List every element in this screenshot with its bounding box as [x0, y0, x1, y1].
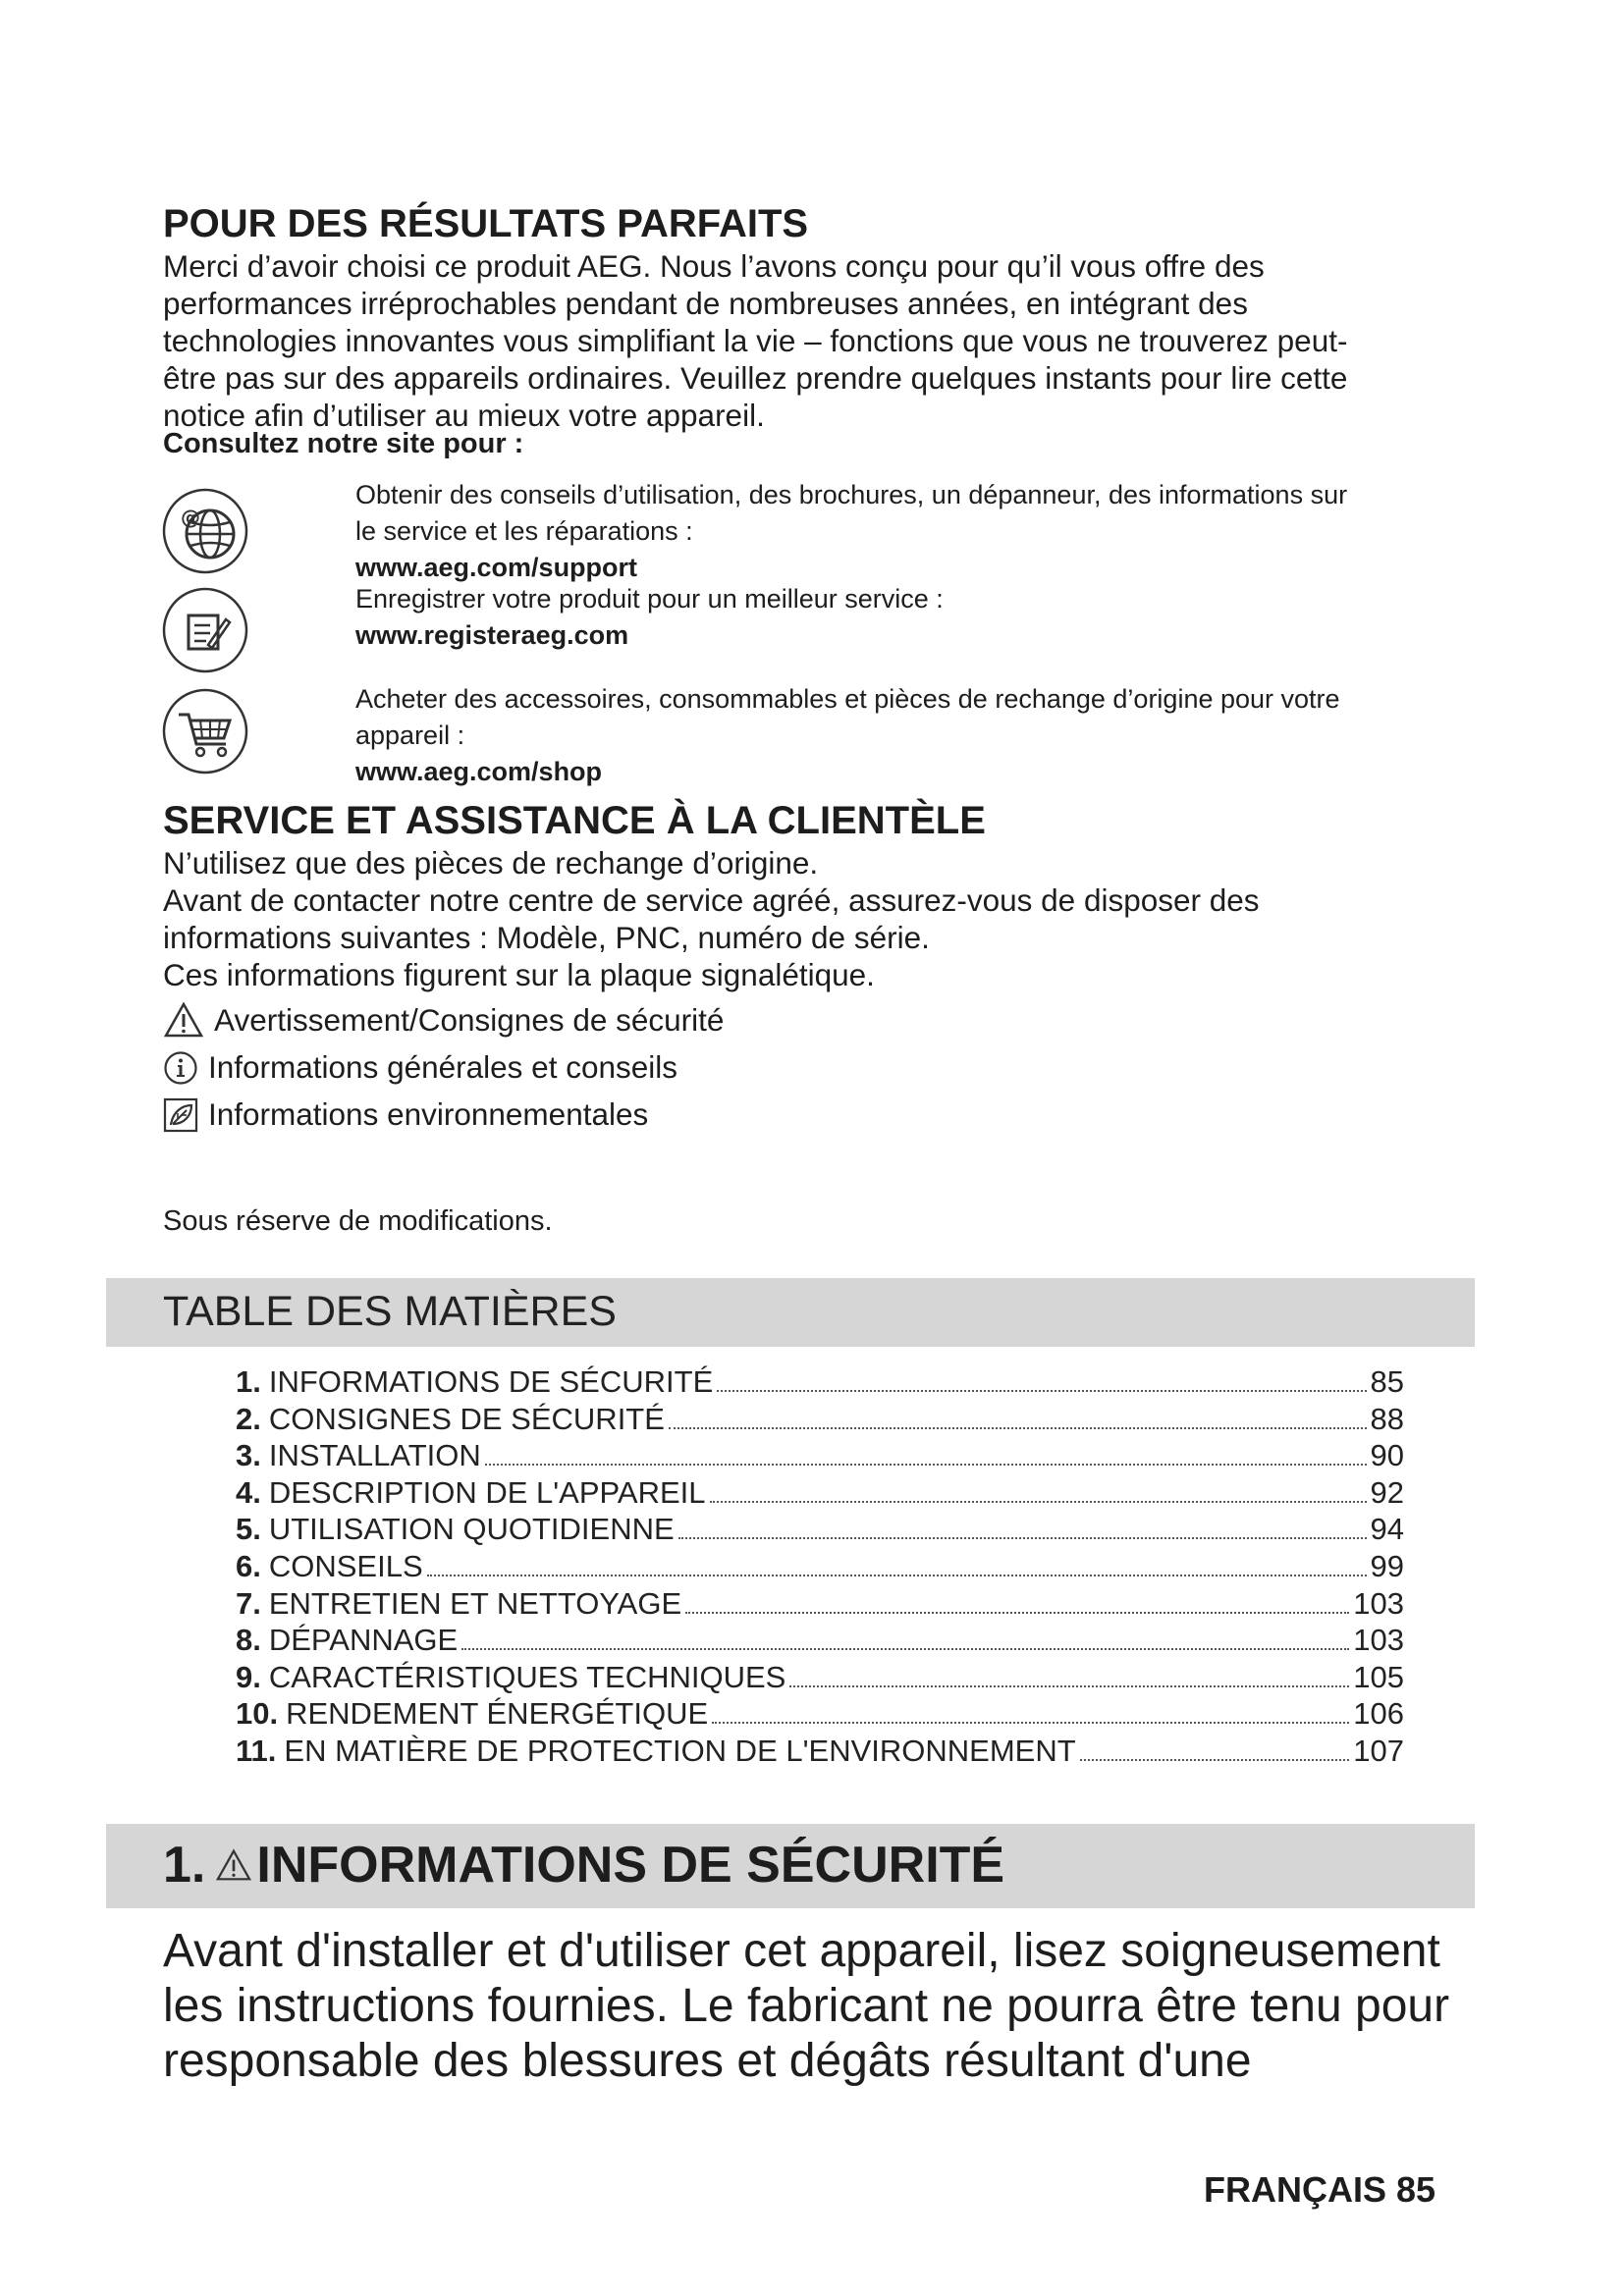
- toc-leader-dots: [710, 1501, 1367, 1503]
- support-link[interactable]: www.aeg.com/support: [355, 553, 638, 582]
- legend-environment: [163, 1096, 648, 1133]
- toc-item[interactable]: [236, 1586, 1404, 1624]
- intro-line: les instructions fournies. Le fabricant ne pourra être tenu pour: [163, 1980, 1450, 2032]
- legend-warning: [163, 1001, 724, 1039]
- toc-item-page: 105: [1353, 1659, 1404, 1694]
- toc-item[interactable]: [236, 1549, 1404, 1586]
- results-line: notice afin d’utiliser au mieux votre appareil.: [163, 398, 765, 433]
- toc-item-number: 8.: [236, 1623, 261, 1658]
- toc-leader-dots: [427, 1575, 1367, 1576]
- service-line: Avant de contacter notre centre de service agréé, assurez-vous de disposer des: [163, 882, 1260, 918]
- toc-item-label: DÉPANNAGE: [268, 1623, 459, 1658]
- service-paragraph: [163, 844, 1479, 993]
- site-item-text: Obtenir des conseils d’utilisation, des brochures, un dépanneur, des informations sur: [355, 480, 1348, 509]
- toc-list: [236, 1364, 1404, 1771]
- toc-item-number: 11.: [236, 1733, 277, 1768]
- toc-item[interactable]: [236, 1475, 1404, 1513]
- toc-item[interactable]: [236, 1364, 1404, 1402]
- toc-item-number: 1.: [236, 1364, 261, 1399]
- toc-item-label: CONSEILS: [268, 1548, 423, 1583]
- toc-item-page: 106: [1353, 1696, 1404, 1732]
- toc-item-label: ENTRETIEN ET NETTOYAGE: [268, 1585, 682, 1621]
- toc-item-number: 3.: [236, 1438, 261, 1473]
- results-heading: POUR DES RÉSULTATS PARFAITS: [163, 202, 809, 245]
- toc-item-page: 103: [1353, 1623, 1404, 1658]
- register-form-icon: [161, 586, 249, 674]
- environment-leaf-icon: [163, 1097, 198, 1133]
- toc-header-bar: [106, 1278, 1475, 1347]
- toc-item-number: 10.: [236, 1696, 279, 1732]
- section1-intro: [163, 1924, 1498, 2089]
- toc-item[interactable]: [236, 1696, 1404, 1734]
- toc-item-number: 4.: [236, 1474, 261, 1510]
- toc-item-label: UTILISATION QUOTIDIENNE: [268, 1512, 675, 1547]
- legend-info: [163, 1049, 677, 1086]
- toc-item-page: 88: [1370, 1401, 1404, 1436]
- toc-item-page: 99: [1370, 1548, 1404, 1583]
- service-line: Ces informations figurent sur la plaque signalétique.: [163, 957, 875, 992]
- toc-item-number: 7.: [236, 1585, 261, 1621]
- toc-item-page: 90: [1370, 1438, 1404, 1473]
- toc-item-page: 94: [1370, 1512, 1404, 1547]
- reserve-note: Sous réserve de modifications.: [163, 1205, 553, 1237]
- results-paragraph: [163, 247, 1479, 434]
- service-line: N’utilisez que des pièces de rechange d’origine.: [163, 845, 819, 881]
- warning-triangle-icon: [163, 1001, 204, 1039]
- results-line: Merci d’avoir choisi ce produit AEG. Nous l’avons conçu pour qu’il vous offre des: [163, 248, 1265, 284]
- toc-item[interactable]: [236, 1623, 1404, 1660]
- toc-item[interactable]: [236, 1660, 1404, 1697]
- legend-label: Informations environnementales: [208, 1096, 649, 1132]
- service-line: informations suivantes : Modèle, PNC, numéro de série.: [163, 920, 930, 955]
- toc-title: TABLE DES MATIÈRES: [163, 1288, 617, 1335]
- warning-triangle-icon: [215, 1848, 252, 1882]
- site-item-register: [355, 581, 1485, 654]
- site-item-text: Acheter des accessoires, consommables et pièces de rechange d’origine pour votre: [355, 684, 1340, 714]
- web-globe-icon: [161, 487, 249, 575]
- site-item-shop: [355, 681, 1485, 790]
- shop-link[interactable]: www.aeg.com/shop: [355, 757, 603, 786]
- toc-leader-dots: [712, 1722, 1349, 1724]
- legend-label: Informations générales et conseils: [208, 1049, 678, 1085]
- svg-text:@: @: [181, 506, 200, 529]
- toc-item-number: 6.: [236, 1548, 261, 1583]
- site-item-text: le service et les réparations :: [355, 516, 693, 546]
- intro-line: Avant d'installer et d'utiliser cet appareil, lisez soigneusement: [163, 1925, 1440, 1977]
- toc-item-label: CARACTÉRISTIQUES TECHNIQUES: [268, 1659, 786, 1694]
- intro-line: responsable des blessures et dégâts résultant d'une: [163, 2035, 1252, 2087]
- toc-item-page: 85: [1370, 1364, 1404, 1399]
- site-item-support: [355, 477, 1485, 586]
- section1-header-bar: [106, 1824, 1475, 1908]
- toc-leader-dots: [678, 1537, 1367, 1539]
- toc-item-number: 2.: [236, 1401, 261, 1436]
- section1-number: 1.: [163, 1837, 206, 1894]
- toc-item-page: 92: [1370, 1474, 1404, 1510]
- section1-title-text: INFORMATIONS DE SÉCURITÉ: [256, 1837, 1005, 1894]
- results-line: technologies innovantes vous simplifiant la vie – fonctions que vous ne trouverez peut-: [163, 323, 1348, 358]
- toc-item-label: CONSIGNES DE SÉCURITÉ: [268, 1401, 665, 1436]
- toc-item-label: INSTALLATION: [268, 1438, 481, 1473]
- toc-item-label: DESCRIPTION DE L'APPAREIL: [268, 1474, 706, 1510]
- register-link[interactable]: www.registeraeg.com: [355, 620, 629, 650]
- toc-leader-dots: [669, 1427, 1367, 1429]
- shopping-cart-icon: [161, 687, 249, 775]
- toc-item-page: 103: [1353, 1585, 1404, 1621]
- toc-leader-dots: [685, 1612, 1349, 1614]
- toc-item-label: INFORMATIONS DE SÉCURITÉ: [268, 1364, 714, 1399]
- results-line: être pas sur des appareils ordinaires. Veuillez prendre quelques instants pour lire cette: [163, 360, 1348, 396]
- toc-leader-dots: [789, 1685, 1349, 1687]
- toc-item-label: RENDEMENT ÉNERGÉTIQUE: [286, 1696, 709, 1732]
- toc-leader-dots: [717, 1390, 1366, 1392]
- toc-item[interactable]: [236, 1512, 1404, 1549]
- toc-item-label: EN MATIÈRE DE PROTECTION DE L'ENVIRONNEMENT: [284, 1733, 1076, 1768]
- toc-leader-dots: [461, 1648, 1349, 1650]
- toc-item-number: 9.: [236, 1659, 261, 1694]
- toc-item-number: 5.: [236, 1512, 261, 1547]
- page-footer: FRANÇAIS 85: [1204, 2169, 1436, 2210]
- toc-item[interactable]: [236, 1734, 1404, 1771]
- section1-title: [163, 1836, 1004, 1895]
- results-line: performances irréprochables pendant de nombreuses années, en intégrant des: [163, 286, 1248, 321]
- site-item-text: appareil :: [355, 721, 465, 750]
- service-heading: SERVICE ET ASSISTANCE À LA CLIENTÈLE: [163, 799, 986, 842]
- legend-label: Avertissement/Consignes de sécurité: [214, 1001, 725, 1038]
- site-item-text: Enregistrer votre produit pour un meilleur service :: [355, 584, 944, 614]
- info-circle-icon: [163, 1050, 198, 1086]
- toc-item[interactable]: [236, 1438, 1404, 1475]
- toc-item[interactable]: [236, 1402, 1404, 1439]
- toc-leader-dots: [1080, 1759, 1350, 1761]
- toc-leader-dots: [485, 1464, 1367, 1466]
- consult-label: Consultez notre site pour :: [163, 428, 524, 459]
- toc-item-page: 107: [1353, 1733, 1404, 1768]
